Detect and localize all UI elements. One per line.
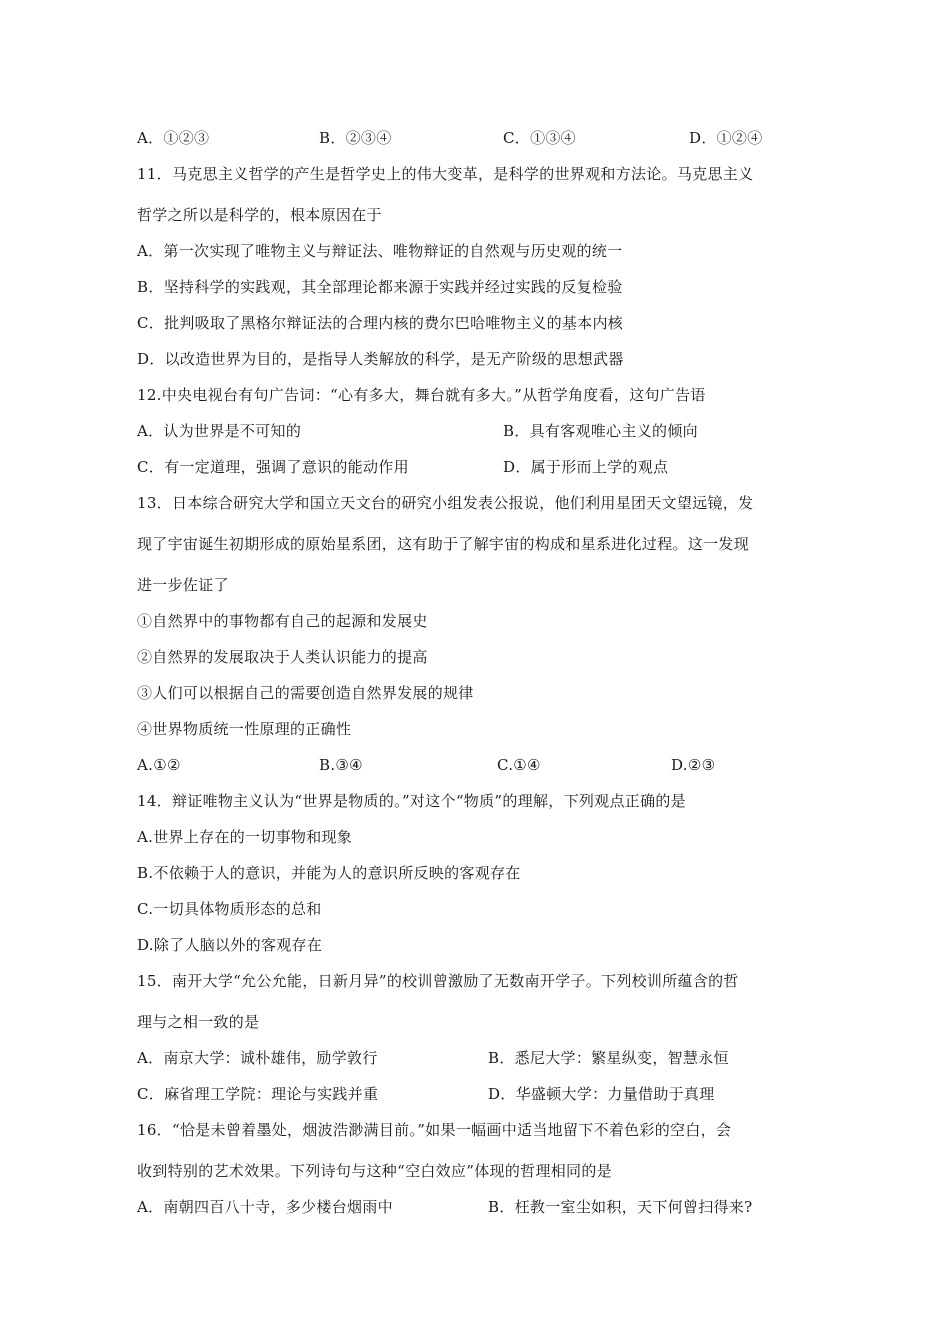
q10-option-a: A．①②③ (137, 129, 210, 147)
q14-stem: 14．辩证唯物主义认为“世界是物质的。”对这个“物质”的理解，下列观点正确的是 (137, 792, 686, 810)
q13-item-3: ③人们可以根据自己的需要创造自然界发展的规律 (137, 684, 474, 702)
q16-stem-line2: 收到特别的艺术效果。下列诗句与这种“空白效应”体现的哲理相同的是 (137, 1162, 612, 1180)
q16-option-a: A．南朝四百八十寺，多少楼台烟雨中 (137, 1198, 393, 1216)
q15-stem-line1: 15．南开大学“允公允能，日新月异”的校训曾激励了无数南开学子。下列校训所蕴含的哲 (137, 972, 739, 990)
q14-option-d: D.除了人脑以外的客观存在 (137, 936, 323, 954)
q15-option-d: D．华盛顿大学：力量借助于真理 (488, 1085, 715, 1103)
q11-option-d: D．以改造世界为目的，是指导人类解放的科学，是无产阶级的思想武器 (137, 350, 624, 368)
q11-option-c: C．批判吸取了黑格尔辩证法的合理内核的费尔巴哈唯物主义的基本内核 (137, 314, 624, 332)
q13-option-b: B.③④ (319, 756, 363, 774)
q13-item-1: ①自然界中的事物都有自己的起源和发展史 (137, 612, 428, 630)
q11-option-a: A．第一次实现了唯物主义与辩证法、唯物辩证的自然观与历史观的统一 (137, 242, 623, 260)
q10-option-b: B．②③④ (319, 129, 392, 147)
q13-option-c: C.①④ (497, 756, 541, 774)
q15-option-c: C．麻省理工学院：理论与实践并重 (137, 1085, 379, 1103)
q10-option-d: D．①②④ (689, 129, 763, 147)
q15-option-b: B．悉尼大学：繁星纵变，智慧永恒 (488, 1049, 729, 1067)
q10-option-c: C．①③④ (503, 129, 576, 147)
q12-option-d: D．属于形而上学的观点 (503, 458, 669, 476)
q11-stem-line2: 哲学之所以是科学的，根本原因在于 (137, 206, 382, 224)
q13-option-a: A.①② (137, 756, 181, 774)
q12-option-c: C．有一定道理，强调了意识的能动作用 (137, 458, 409, 476)
q14-option-b: B.不依赖于人的意识，并能为人的意识所反映的客观存在 (137, 864, 521, 882)
q13-option-d: D.②③ (671, 756, 716, 774)
q14-option-c: C.一切具体物质形态的总和 (137, 900, 322, 918)
q14-option-a: A.世界上存在的一切事物和现象 (137, 828, 353, 846)
q16-option-b: B．枉教一室尘如积，天下何曾扫得来? (488, 1198, 753, 1216)
q13-item-2: ②自然界的发展取决于人类认识能力的提高 (137, 648, 428, 666)
q12-option-a: A．认为世界是不可知的 (137, 422, 302, 440)
q12-option-b: B．具有客观唯心主义的倾向 (503, 422, 698, 440)
q15-option-a: A．南京大学：诚朴雄伟，励学敦行 (137, 1049, 378, 1067)
q13-stem-line3: 进一步佐证了 (137, 576, 229, 594)
q12-stem: 12.中央电视台有句广告词：“心有多大，舞台就有多大。”从哲学角度看，这句广告语 (137, 386, 706, 404)
q15-stem-line2: 理与之相一致的是 (137, 1013, 260, 1031)
q13-stem-line2: 现了宇宙诞生初期形成的原始星系团，这有助于了解宇宙的构成和星系进化过程。这一发现 (137, 535, 750, 553)
q16-stem-line1: 16．“恰是未曾着墨处，烟波浩渺满目前。”如果一幅画中适当地留下不着色彩的空白，会 (137, 1121, 732, 1139)
q13-item-4: ④世界物质统一性原理的正确性 (137, 720, 352, 738)
q11-stem-line1: 11．马克思主义哲学的产生是哲学史上的伟大变革，是科学的世界观和方法论。马克思主义 (137, 165, 754, 183)
q13-stem-line1: 13．日本综合研究大学和国立天文台的研究小组发表公报说，他们利用星团天文望远镜，发 (137, 494, 754, 512)
q11-option-b: B．坚持科学的实践观，其全部理论都来源于实践并经过实践的反复检验 (137, 278, 623, 296)
